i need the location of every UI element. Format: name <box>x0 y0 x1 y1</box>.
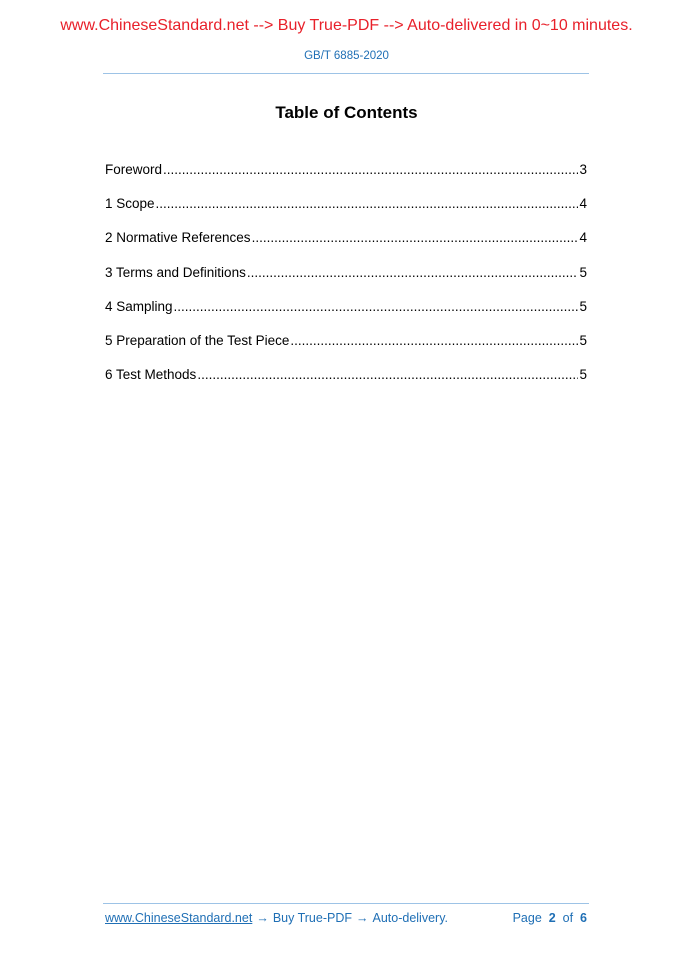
document-code: GB/T 6885-2020 <box>304 50 389 62</box>
toc-entry-label: 4 Sampling <box>105 298 173 314</box>
current-page-number: 2 <box>548 911 556 925</box>
header-divider <box>103 73 589 74</box>
toc-dot-leader <box>290 333 578 348</box>
page-indicator <box>513 911 587 925</box>
page-word: Page <box>512 911 542 925</box>
toc-entry-label: Foreword <box>105 162 163 177</box>
footer-promo <box>105 911 448 925</box>
toc-entry-label: 3 Terms and Definitions <box>105 264 246 280</box>
arrow-right-icon: → <box>356 911 369 925</box>
toc-entry-normative-references[interactable] <box>105 230 587 264</box>
toc-entry-page: 5 <box>579 298 587 314</box>
arrow-right-icon: → <box>256 911 269 925</box>
toc-title: Table of Contents <box>275 103 418 122</box>
toc-entry-page: 5 <box>579 332 587 348</box>
toc-entry-terms-and-definitions[interactable] <box>105 265 587 299</box>
footer-divider <box>103 903 589 904</box>
promo-banner: www.ChineseStandard.net --> Buy True-PDF --> Auto-delivered in 0~10 minutes. <box>60 17 633 34</box>
toc-entry-label: 2 Normative References <box>105 230 251 246</box>
toc-entry-preparation-of-test-piece[interactable] <box>105 333 587 367</box>
toc-entry-foreword[interactable] <box>105 162 587 196</box>
page-footer <box>105 911 587 925</box>
toc-entry-test-methods[interactable] <box>105 367 587 401</box>
total-pages-number: 6 <box>580 911 587 925</box>
footer-site-link[interactable]: www.ChineseStandard.net <box>105 911 253 925</box>
toc-entry-label: 1 Scope <box>105 196 155 212</box>
toc-dot-leader <box>197 367 578 382</box>
toc-entry-label: 6 Test Methods <box>105 367 197 383</box>
toc-entry-page: 5 <box>579 264 587 280</box>
toc-entry-page: 5 <box>579 367 587 383</box>
footer-step-buy: Buy True-PDF <box>272 911 352 925</box>
toc-dot-leader <box>252 230 579 245</box>
table-of-contents <box>105 162 587 401</box>
toc-entry-label: 5 Preparation of the Test Piece <box>105 332 290 348</box>
toc-dot-leader <box>156 196 579 211</box>
toc-dot-leader <box>174 299 579 314</box>
toc-dot-leader <box>247 265 579 280</box>
toc-dot-leader <box>163 162 578 177</box>
toc-entry-sampling[interactable] <box>105 299 587 333</box>
toc-entry-page: 3 <box>579 162 587 177</box>
of-word: of <box>562 911 574 925</box>
toc-entry-scope[interactable] <box>105 196 587 230</box>
toc-entry-page: 4 <box>579 196 587 212</box>
footer-step-delivery: Auto-delivery. <box>372 911 448 925</box>
toc-entry-page: 4 <box>579 230 587 246</box>
